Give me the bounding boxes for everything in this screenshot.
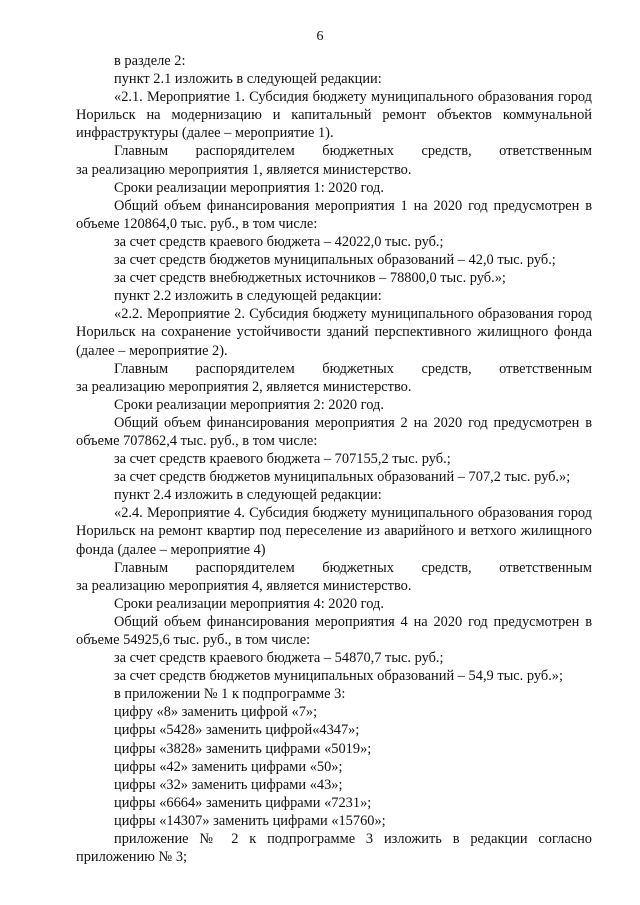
paragraph: Общий объем финансирования мероприятия 2 на 2020 год предусмотрен в объеме 707862,4 тыс. руб., в том числе: bbox=[76, 414, 592, 449]
paragraph: в разделе 2: bbox=[114, 53, 186, 69]
paragraph: Главным распорядителем бюджетных средств, ответственным bbox=[114, 360, 592, 377]
paragraph: за счет средств внебюджетных источников – 78800,0 тыс. руб.»; bbox=[114, 270, 506, 287]
paragraph: цифры «42» заменить цифрами «50»; bbox=[114, 758, 343, 775]
paragraph: Главным распорядителем бюджетных средств, ответственным bbox=[114, 143, 592, 160]
paragraph: за счет средств бюджетов муниципальных образований – 42,0 тыс. руб.; bbox=[114, 252, 556, 269]
paragraph: приложение № 2 к подпрограмме 3 изложить в редакции согласно приложению № 3; bbox=[76, 831, 592, 866]
paragraph: в приложении № 1 к подпрограмме 3: bbox=[114, 686, 346, 703]
paragraph: за реализацию мероприятия 1, является министерство. bbox=[76, 161, 412, 178]
paragraph: Сроки реализации мероприятия 2: 2020 год. bbox=[114, 396, 384, 413]
paragraph: «2.4. Мероприятие 4. Субсидия бюджету муниципального образования город Норильск на ремонт квартир под переселение из аварийного и ветхого жилищного фонда (далее – мероприятие 4) bbox=[76, 505, 592, 558]
paragraph: за счет средств краевого бюджета – 42022,0 тыс. руб.; bbox=[114, 233, 444, 250]
paragraph: цифры «3828» заменить цифрами «5019»; bbox=[114, 740, 372, 757]
paragraph: за реализацию мероприятия 2, является министерство. bbox=[76, 378, 412, 395]
paragraph: за счет средств краевого бюджета – 54870,7 тыс. руб.; bbox=[114, 650, 444, 667]
paragraph: Сроки реализации мероприятия 1: 2020 год. bbox=[114, 179, 384, 196]
paragraph: Общий объем финансирования мероприятия 1 на 2020 год предусмотрен в объеме 120864,0 тыс. руб., в том числе: bbox=[76, 197, 592, 232]
paragraph: за счет средств бюджетов муниципальных образований – 54,9 тыс. руб.»; bbox=[114, 668, 563, 685]
document-body bbox=[76, 52, 592, 866]
paragraph: цифру «8» заменить цифрой «7»; bbox=[114, 704, 318, 721]
paragraph: за реализацию мероприятия 4, является министерство. bbox=[76, 577, 412, 594]
paragraph: цифры «6664» заменить цифрами «7231»; bbox=[114, 794, 372, 811]
paragraph: цифры «32» заменить цифрами «43»; bbox=[114, 776, 343, 793]
paragraph: пункт 2.1 изложить в следующей редакции: bbox=[114, 71, 382, 88]
paragraph: Сроки реализации мероприятия 4: 2020 год. bbox=[114, 595, 384, 612]
page-number: 6 bbox=[316, 29, 324, 44]
paragraph: пункт 2.2 изложить в следующей редакции: bbox=[114, 288, 382, 305]
paragraph: цифры «14307» заменить цифрами «15760»; bbox=[114, 812, 386, 829]
paragraph: за счет средств краевого бюджета – 707155,2 тыс. руб.; bbox=[114, 451, 451, 468]
paragraph: Главным распорядителем бюджетных средств, ответственным bbox=[114, 559, 592, 576]
paragraph: пункт 2.4 изложить в следующей редакции: bbox=[114, 487, 382, 504]
paragraph: за счет средств бюджетов муниципальных образований – 707,2 тыс. руб.»; bbox=[114, 469, 571, 486]
paragraph: цифры «5428» заменить цифрой«4347»; bbox=[114, 722, 360, 739]
paragraph: «2.1. Мероприятие 1. Субсидия бюджету муниципального образования город Норильск на модернизацию и капитальный ремонт объектов коммунальной инфраструктуры (далее – мероприятие 1). bbox=[76, 89, 592, 142]
paragraph: «2.2. Мероприятие 2. Субсидия бюджету муниципального образования город Норильск на сохранение устойчивости зданий перспективного жилищного фонда (далее – мероприятие 2). bbox=[76, 306, 592, 359]
paragraph: Общий объем финансирования мероприятия 4 на 2020 год предусмотрен в объеме 54925,6 тыс. руб., в том числе: bbox=[76, 613, 592, 648]
